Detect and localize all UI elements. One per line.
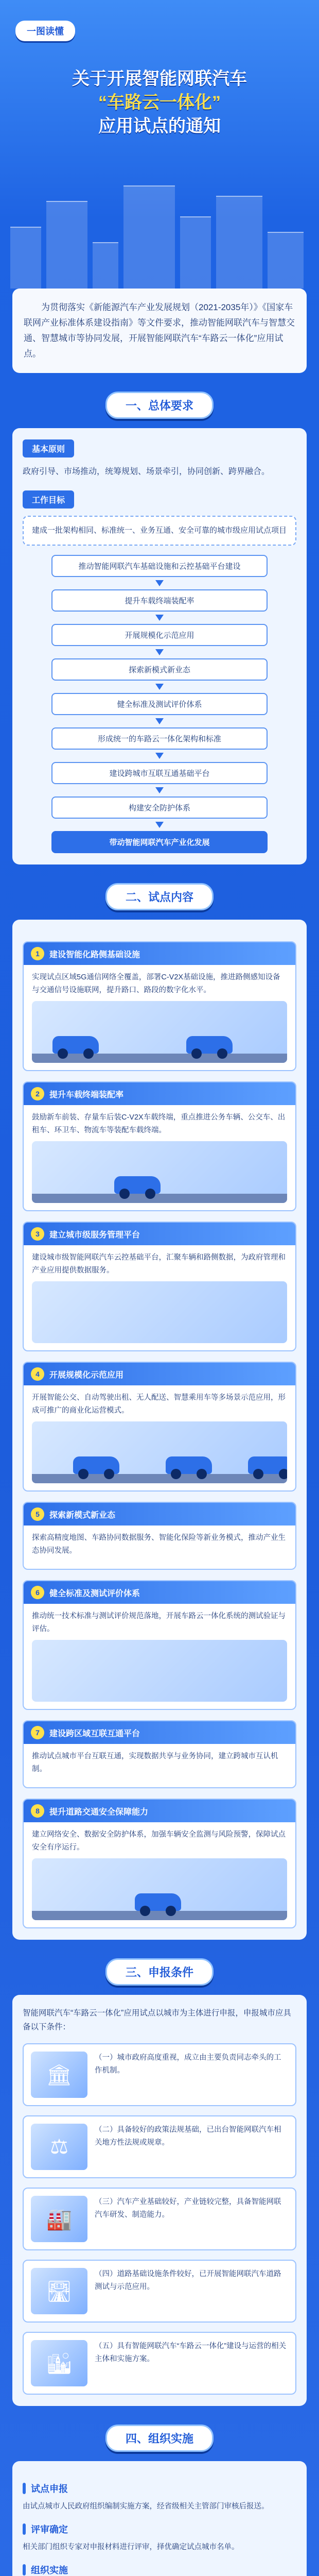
safety-illustration — [32, 1858, 287, 1920]
condition-text: （一）城市政府高度重视，成立由主要负责同志牵头的工作机制。 — [95, 2054, 281, 2075]
condition-text: （三）汽车产业基础较好，产业链较完整，具备智能网联汽车研发、制造能力。 — [95, 2198, 281, 2219]
title-line-2: “车路云一体化” — [98, 93, 221, 112]
task-number: 3 — [31, 1227, 44, 1241]
section-header-overview: 一、总体要求 — [0, 392, 319, 419]
task-body: 开展智能公交、自动驾驶出租、无人配送、智慧乘用车等多场景示范应用，形成可推广的商业化运营模式。 — [32, 1394, 286, 1415]
section-header-conditions: 三、申报条件 — [0, 1958, 319, 1986]
page-title — [15, 67, 304, 138]
task-title: 开展规模化示范应用 — [49, 1370, 124, 1380]
scale-icon: ⚖ — [31, 2124, 87, 2170]
flow-item: 构建安全防护体系 — [51, 796, 268, 819]
task-card — [23, 1720, 296, 1788]
org-subheader: 组织实施 — [23, 2563, 296, 2576]
task-card — [23, 1799, 296, 1928]
vehicle-terminal-illustration — [32, 1141, 287, 1203]
title-line-3: 应用试点的通知 — [98, 116, 221, 136]
task-title: 提升道路交通安全保障能力 — [49, 1807, 149, 1817]
org-paragraph: 由试点城市人民政府组织编制实施方案，经省级相关主管部门审核后报送。 — [23, 2502, 269, 2511]
hero — [0, 0, 319, 289]
goal-text: 建成一批架构相同、标准统一、业务互通、安全可靠的城市级应用试点项目 — [23, 516, 296, 546]
task-title: 健全标准及测试评价体系 — [49, 1589, 140, 1598]
task-body: 实现试点区域5G通信网络全覆盖，部署C-V2X基础设施，推进路侧感知设备与交通信号设施联网，提升路口、路段的数字化水平。 — [32, 973, 280, 994]
task-number: 4 — [31, 1367, 44, 1381]
flow-item: 带动智能网联汽车产业化发展 — [51, 831, 268, 853]
flow-item: 健全标准及测试评价体系 — [51, 693, 268, 715]
task-title: 建立城市级服务管理平台 — [49, 1230, 140, 1240]
task-title: 探索新模式新业态 — [49, 1511, 116, 1520]
goal-flow — [23, 555, 296, 853]
roadside-illustration — [32, 1001, 287, 1063]
task-card — [23, 1222, 296, 1351]
task-card — [23, 1362, 296, 1492]
task-title: 建设跨区域互联互通平台 — [49, 1729, 140, 1738]
conditions-panel — [12, 1995, 307, 2406]
condition-text: （二）具备较好的政策法规基础，已出台智能网联汽车相关地方性法规或规章。 — [95, 2126, 281, 2147]
demo-application-illustration — [32, 1421, 287, 1483]
task-card — [23, 941, 296, 1071]
testing-illustration — [32, 1640, 287, 1702]
condition-item — [23, 2260, 296, 2323]
city-icon: 🏙 — [31, 2340, 87, 2386]
task-body: 推动试点城市平台互联互通，实现数据共享与业务协同，建立跨城市互认机制。 — [32, 1752, 278, 1773]
task-body: 探索高精度地图、车路协同数据服务、智能化保险等新业务模式，推动产业生态协同发展。 — [32, 1534, 286, 1555]
conditions-intro: 智能网联汽车“车路云一体化”应用试点以城市为主体进行申报，申报城市应具备以下条件： — [23, 2009, 291, 2031]
building-icon: 🏛 — [31, 2052, 87, 2098]
principle-text: 政府引导、市场推动，统筹规划、场景牵引，协同创新、跨界融合。 — [23, 467, 270, 476]
hero-tag: 一图读懂 — [15, 21, 75, 41]
condition-item — [23, 2188, 296, 2250]
factory-icon: 🏭 — [31, 2196, 87, 2242]
task-number: 5 — [31, 1507, 44, 1521]
task-number: 2 — [31, 1087, 44, 1100]
section-header-org: 四、组织实施 — [0, 2425, 319, 2452]
task-number: 6 — [31, 1586, 44, 1599]
road-icon: 🛣 — [31, 2268, 87, 2314]
condition-item — [23, 2043, 296, 2106]
task-body: 建立网络安全、数据安全防护体系，加强车辆安全监测与风险预警，保障试点安全有序运行。 — [32, 1831, 286, 1852]
condition-text: （四）道路基础设施条件较好，已开展智能网联汽车道路测试与示范应用。 — [95, 2270, 281, 2291]
goal-chip: 工作目标 — [23, 490, 74, 509]
task-title: 建设智能化路侧基础设施 — [49, 950, 140, 959]
city-skyline-illustration — [0, 170, 319, 289]
overview-panel — [12, 428, 307, 865]
condition-text: （五）具有智能网联汽车“车路云一体化”建设与运营的相关主体和实施方案。 — [95, 2342, 287, 2363]
task-card — [23, 1081, 296, 1211]
task-body: 建设城市级智能网联汽车云控基础平台，汇聚车辆和路侧数据，为政府管理和产业应用提供数据服务。 — [32, 1253, 286, 1275]
org-subheader: 试点申报 — [23, 2482, 296, 2495]
org-panel — [12, 2461, 307, 2576]
flow-item: 形成统一的车路云一体化架构和标准 — [51, 727, 268, 750]
org-paragraph: 相关部门组织专家对申报材料进行评审，择优确定试点城市名单。 — [23, 2543, 239, 2551]
intro-text: 为贯彻落实《新能源汽车产业发展规划（2021-2035年）》《国家车联网产业标准体系建设指南》等文件要求，推动智能网联汽车与智慧交通、智慧城市等协同发展，开展智能网联汽车“车路云一体化”应用试点。 — [12, 289, 307, 373]
task-title: 提升车载终端装配率 — [49, 1090, 124, 1099]
task-body: 鼓励新车前装、存量车后装C-V2X车载终端，重点推进公务车辆、公交车、出租车、环卫车、物流车等装配车载终端。 — [32, 1113, 286, 1134]
flow-item: 开展规模化示范应用 — [51, 624, 268, 646]
cloud-platform-illustration — [32, 1281, 287, 1343]
flow-item: 推动智能网联汽车基础设施和云控基础平台建设 — [51, 555, 268, 577]
section-header-content: 二、试点内容 — [0, 883, 319, 910]
task-card — [23, 1580, 296, 1710]
content-panel — [12, 920, 307, 1940]
task-number: 7 — [31, 1726, 44, 1739]
condition-item — [23, 2332, 296, 2395]
flow-item: 探索新模式新业态 — [51, 658, 268, 681]
org-subheader: 评审确定 — [23, 2522, 296, 2536]
task-number: 1 — [31, 947, 44, 960]
flow-item: 提升车载终端装配率 — [51, 589, 268, 612]
flow-item: 建设跨城市互联互通基础平台 — [51, 762, 268, 784]
condition-item — [23, 2115, 296, 2178]
title-line-1: 关于开展智能网联汽车 — [72, 69, 247, 89]
principle-chip: 基本原则 — [23, 439, 74, 457]
task-body: 推动统一技术标准与测试评价规范落地，开展车路云一体化系统的测试验证与评估。 — [32, 1612, 286, 1633]
task-card — [23, 1502, 296, 1570]
task-number: 8 — [31, 1804, 44, 1818]
